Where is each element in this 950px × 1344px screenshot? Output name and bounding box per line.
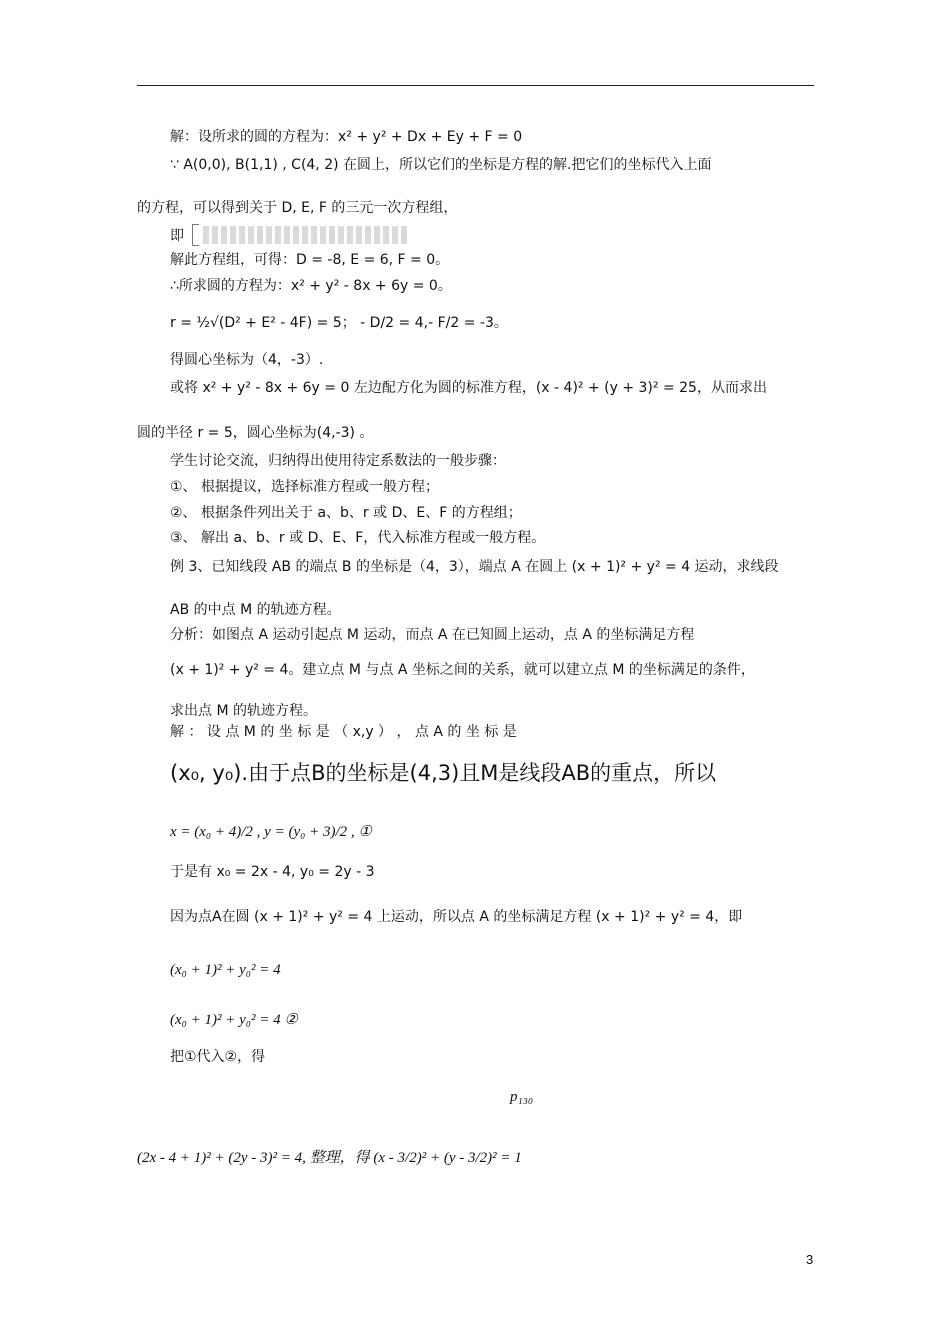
text-line: 例 3、已知线段 AB 的端点 B 的坐标是（4，3），端点 A 在圆上 (x + 1)² + y² = 4 运动，求线段	[170, 559, 779, 575]
header-rule	[137, 85, 814, 86]
text-line: ∴所求圆的方程为：x² + y² - 8x + 6y = 0。	[170, 278, 452, 294]
text-line: 把①代入②，得	[170, 1049, 266, 1065]
text-line: r = ½√(D² + E² - 4F) = 5； - D/2 = 4,- F/2 = -3。	[170, 315, 508, 331]
text-line: AB 的中点 M 的轨迹方程。	[170, 602, 341, 618]
text-line: 或将 x² + y² - 8x + 6y = 0 左边配方化为圆的标准方程，(x - 4)² + (y + 3)² = 25，从而求出	[170, 380, 767, 396]
text-line: 因为点A在圆 (x + 1)² + y² = 4 上运动，所以点 A 的坐标满足方程 (x + 1)² + y² = 4，即	[170, 909, 743, 925]
equation-2: (x₀ + 1)² + y₀² = 4 ②	[170, 1012, 298, 1028]
equation-1: x = (x₀ + 4)/2 , y = (y₀ + 3)/2 , ①	[170, 824, 372, 840]
list-item: ①、 根据提议，选择标准方程或一般方程；	[170, 479, 439, 495]
text-line: 分析：如图点 A 运动引起点 M 运动，而点 A 在已知圆上运动，点 A 的坐标满足方程	[170, 627, 695, 643]
text-line: 求出点 M 的轨迹方程。	[170, 703, 317, 719]
text-line: 于是有 x₀ = 2x - 4, y₀ = 2y - 3	[170, 864, 375, 880]
list-item: ③、 解出 a、b、r 或 D、E、F，代入标准方程或一般方程。	[170, 530, 546, 546]
text-line: (x₀, y₀).由于点B的坐标是(4,3)且M是线段AB的重点，所以	[170, 761, 717, 785]
text-line: 学生讨论交流，归纳得出使用待定系数法的一般步骤：	[170, 453, 506, 469]
text-line: 得圆心坐标为（4，-3）.	[170, 352, 324, 368]
text-line: p₁₃₀	[510, 1089, 534, 1105]
text-line: 解：设所求的圆的方程为：x² + y² + Dx + Ey + F = 0	[170, 129, 523, 145]
text-line: 圆的半径 r = 5，圆心坐标为(4,-3) 。	[137, 425, 374, 441]
equation: (x₀ + 1)² + y₀² = 4	[170, 962, 281, 978]
page-number: 3	[806, 1252, 814, 1267]
equation-system-image	[203, 226, 408, 244]
list-item: ②、 根据条件列出关于 a、b、r 或 D、E、F 的方程组；	[170, 505, 522, 521]
text-line: 解 ： 设 点 M 的 坐 标 是 （ x,y ） ， 点 A 的 坐 标 是	[170, 724, 517, 740]
equation-system-bracket	[192, 224, 199, 246]
text-line: 即	[170, 228, 184, 244]
text-line: 的方程，可以得到关于 D, E, F 的三元一次方程组，	[137, 200, 458, 216]
text-line: 解此方程组，可得：D = -8, E = 6, F = 0。	[170, 252, 450, 268]
equation: (2x - 4 + 1)² + (2y - 3)² = 4, 整理，得 (x - 3/2)² + (y - 3/2)² = 1	[137, 1150, 522, 1166]
text-line: ∵ A(0,0), B(1,1) , C(4, 2) 在圆上，所以它们的坐标是方程的解.把它们的坐标代入上面	[170, 157, 712, 173]
text-line: (x + 1)² + y² = 4。建立点 M 与点 A 坐标之间的关系，就可以建立点 M 的坐标满足的条件，	[170, 662, 755, 678]
